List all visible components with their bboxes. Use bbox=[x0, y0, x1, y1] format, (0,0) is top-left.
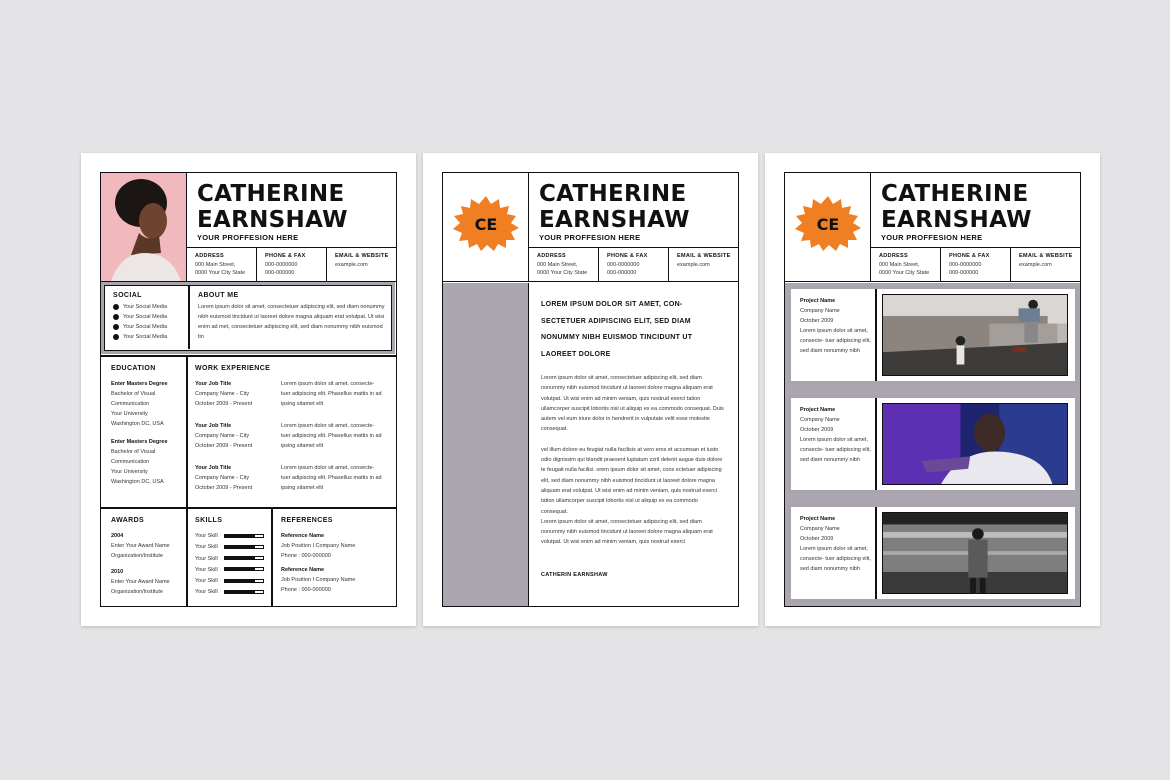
work-entry: Your Job Title Company Name - City October 2009 - Present Lorem ipsum dolor sit amet, consecte- tuer adipiscing elit. Phasellus mattis in ad ipsing sitamet elit bbox=[195, 381, 382, 407]
name-heading: CATHERINE EARNSHAW bbox=[881, 181, 1032, 233]
social-icon bbox=[113, 324, 119, 330]
social-icon bbox=[113, 314, 119, 320]
social-item: Your Social Media bbox=[113, 322, 189, 332]
address-block: ADDRESS 000 Main Street, 0000 Your City State bbox=[871, 248, 941, 281]
project-card: Project Name Company Name October 2009 Lorem ipsum dolor sit amet, consecte- tuer adipiscing elit, sed diam nonummy nibh bbox=[788, 504, 1078, 602]
letter-sidebar bbox=[443, 283, 529, 606]
portfolio-page bbox=[765, 153, 1100, 626]
skill-row: Your Skill bbox=[195, 554, 275, 565]
email-block: EMAIL & WEBSITE example.com bbox=[335, 253, 389, 268]
awards-section: AWARDS 2004 Enter Your Award Name Organization/Institute 2010 Enter Your Award Name Organization/Institute bbox=[111, 517, 170, 595]
skill-row: Your Skill bbox=[195, 531, 275, 542]
social-item: Your Social Media bbox=[113, 302, 189, 312]
skill-row: Your Skill bbox=[195, 565, 275, 576]
references-section: REFERENCES Reference Name Job Position I Company Name Phone : 000-000000 Reference Name Job Position I Company Name Phone : 000-000000 bbox=[281, 517, 356, 593]
skill-bar bbox=[224, 590, 264, 594]
resume-page bbox=[81, 153, 416, 626]
svg-text:CE: CE bbox=[816, 215, 840, 234]
contact-row bbox=[187, 247, 396, 281]
phone-block: PHONE & FAX 000-0000000 000-000000 bbox=[257, 248, 327, 281]
letter-paragraph: vel illum dolore eu feugiat nulla facilisis at vero eros et accumsan et iusto odio dignissim qui blandit praesent luptatum zzril delenit augue duis dolore te feugait nulla facilisi. orem ipsum dolor sit amet, cons ectetuer adipiscing elit, sed diam nonummy nibh euismod tincidunt ut laoreet dolore magna aliquam erat volutpat. Ut wisi enim ad minim veniam, quis nostrud exerci tation ullamcorper suscipit lobortis nisl ut aliquip ex ea commodo consequat. bbox=[541, 446, 723, 515]
letter-header bbox=[443, 173, 738, 282]
social-icon bbox=[113, 334, 119, 340]
resume-header bbox=[101, 173, 396, 282]
name-heading: CATHERINE EARNSHAW bbox=[539, 181, 690, 233]
project-photo-portrait bbox=[882, 403, 1068, 485]
portrait-image bbox=[101, 173, 186, 281]
email-block: EMAIL & WEBSITE example.com bbox=[677, 253, 731, 268]
skill-bar bbox=[224, 556, 264, 560]
letter-paragraph: Lorem ipsum dolor sit amet, consectetuer adipiscing elit, sed diam nonummy nibh euismod tincidunt ut laoreet dolore magna aliquam erat volutpat. Ut wisi enim ad minim veniam, quis nostrud exerci bbox=[541, 518, 713, 546]
letter-signature: CATHERIN EARNSHAW bbox=[541, 571, 608, 578]
letter-frame bbox=[442, 172, 739, 607]
skill-row: Your Skill bbox=[195, 576, 275, 587]
work-section: WORK EXPERIENCE Your Job Title Company Name - City October 2009 - Present Lorem ipsum dolor sit amet, consecte- tuer adipiscing elit. Phasellus mattis in ad ipsing sitamet elit Your Job Title Company Name - City October 2009 - Present Lorem ipsum dolor sit amet, consecte- tuer adipiscing elit. Phasellus mattis in ad ipsing sitamet elit Your Job Title Company Name - City October 2009 - Present Lorem ipsum dolor sit amet, consecte- tuer adipiscing elit. Phasellus mattis in ad ipsing sitamet elit bbox=[195, 365, 391, 505]
letter-heading: LOREM IPSUM DOLOR SIT AMET, CON- SECTETUER ADIPISCING ELIT, SED DIAM NONUMMY NIBH EUISMOD TINCIDUNT UT LAOREET DOLORE bbox=[541, 301, 693, 358]
skill-bar bbox=[224, 567, 264, 571]
initials-badge bbox=[450, 195, 522, 251]
social-about-box bbox=[104, 285, 392, 351]
contact-row bbox=[871, 247, 1080, 281]
name-heading: CATHERINE EARNSHAW bbox=[197, 181, 348, 233]
work-entry: Your Job Title Company Name - City October 2009 - Present Lorem ipsum dolor sit amet, consecte- tuer adipiscing elit. Phasellus mattis in ad ipsing sitamet elit bbox=[195, 465, 382, 491]
project-card: Project Name Company Name October 2009 Lorem ipsum dolor sit amet, consecte- tuer adipiscing elit, sed diam nonummy nibh bbox=[788, 395, 1078, 493]
address-block: ADDRESS 000 Main Street, 0000 Your City State bbox=[529, 248, 599, 281]
project-card: Project Name Company Name October 2009 Lorem ipsum dolor sit amet, consecte- tuer adipiscing elit, sed diam nonummy nibh bbox=[788, 286, 1078, 384]
portfolio-header bbox=[785, 173, 1080, 282]
social-item: Your Social Media bbox=[113, 332, 189, 342]
phone-block: PHONE & FAX 000-0000000 000-000000 bbox=[941, 248, 1011, 281]
profession-label: YOUR PROFFESION HERE bbox=[881, 233, 983, 242]
social-icon bbox=[113, 304, 119, 310]
skill-bar bbox=[224, 545, 264, 549]
resume-frame bbox=[100, 172, 397, 607]
initials-area bbox=[785, 173, 871, 281]
project-photo-skater bbox=[882, 294, 1068, 376]
starburst-icon bbox=[450, 195, 522, 251]
profession-label: YOUR PROFFESION HERE bbox=[539, 233, 641, 242]
skill-row: Your Skill bbox=[195, 587, 275, 598]
letter-paragraph: Lorem ipsum dolor sit amet, consectetuer adipiscing elit, sed diam nonummy nibh euismod tincidunt ut laoreet dolore magna aliquam erat volutpat. Ut wisi enim ad minim veniam, quis nostrud exerci tation ullamcorper suscipit lobortis nisl ut aliquip ex ea commodo consequat. Duis autem vel eum iriure dolor in hendrerit in vulputate velit esse molestie consequat. bbox=[541, 375, 724, 433]
skill-bar bbox=[224, 579, 264, 583]
about-section: ABOUT ME Lorem ipsum dolor sit amet, consectetuer adipiscing elit, sed diam nonummy nibh euismod tincidunt ut laoreet dolore magna aliquam erat volutpat. Ut wisi enim ad met, consectetuer adipiscing elit, sed diam nonummy nibh euismod tin bbox=[198, 292, 385, 340]
contact-row bbox=[529, 247, 738, 281]
social-section: SOCIAL Your Social Media Your Social Media Your Social Media Your Social Media bbox=[113, 292, 189, 342]
education-section: EDUCATION Enter Masters Degree Bachelor of Visual Communication Your University Washington DC, USA Enter Masters Degree Bachelor of Visual Communication Your University Washington DC, USA bbox=[111, 365, 168, 485]
phone-block: PHONE & FAX 000-0000000 000-000000 bbox=[599, 248, 669, 281]
skill-row: Your Skill bbox=[195, 542, 275, 553]
skills-section: SKILLS Your Skill Your Skill Your Skill Your Skill Your Skill Your Skill bbox=[195, 517, 275, 599]
profession-label: YOUR PROFFESION HERE bbox=[197, 233, 299, 242]
work-entry: Your Job Title Company Name - City October 2009 - Present Lorem ipsum dolor sit amet, consecte- tuer adipiscing elit. Phasellus mattis in ad ipsing sitamet elit bbox=[195, 423, 382, 449]
project-photo-subway bbox=[882, 512, 1068, 594]
initials-area bbox=[443, 173, 529, 281]
email-block: EMAIL & WEBSITE example.com bbox=[1019, 253, 1073, 268]
portfolio-frame bbox=[784, 172, 1081, 607]
address-block: ADDRESS 000 Main Street, 0000 Your City State bbox=[187, 248, 257, 281]
svg-text:CE: CE bbox=[474, 215, 498, 234]
profile-photo bbox=[101, 173, 187, 281]
social-item: Your Social Media bbox=[113, 312, 189, 322]
skill-bar bbox=[224, 534, 264, 538]
initials-badge bbox=[792, 195, 864, 251]
starburst-icon bbox=[792, 195, 864, 251]
letter-body bbox=[541, 297, 725, 578]
cover-letter-page bbox=[423, 153, 758, 626]
